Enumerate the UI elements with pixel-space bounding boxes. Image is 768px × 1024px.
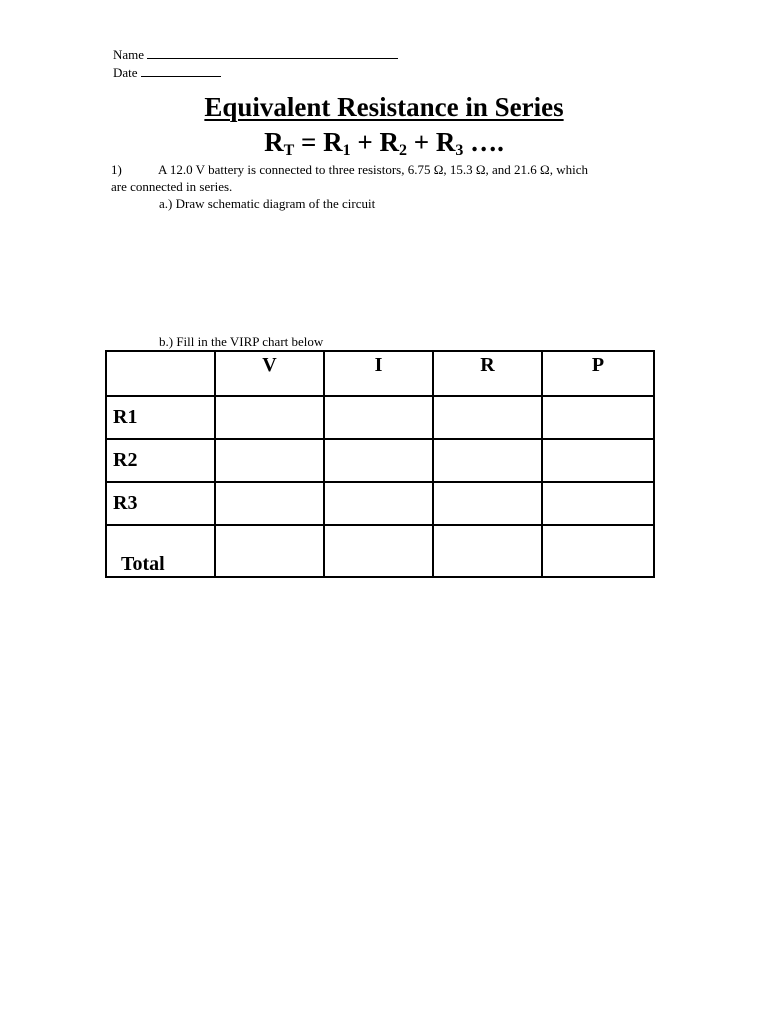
cell-total-p[interactable] — [542, 525, 654, 577]
question-1-line-1 — [111, 161, 588, 178]
row-label-r1: R1 — [106, 396, 215, 439]
cell-total-v[interactable] — [215, 525, 324, 577]
cell-total-r[interactable] — [433, 525, 542, 577]
table-header-row — [106, 351, 654, 396]
formula-plus-1: + — [350, 127, 380, 157]
virp-chart-table — [105, 350, 655, 578]
formula-sub-t: T — [283, 142, 295, 159]
name-field-row — [113, 46, 398, 63]
table-row-r1 — [106, 396, 654, 439]
title-text: Equivalent Resistance in Series — [204, 92, 564, 122]
row-label-r3: R3 — [106, 482, 215, 525]
date-field-row — [113, 64, 221, 81]
formula-sub-1: 1 — [342, 142, 351, 159]
cell-r1-r[interactable] — [433, 396, 542, 439]
cell-r1-i[interactable] — [324, 396, 433, 439]
date-blank-line[interactable] — [141, 64, 221, 77]
formula-sub-3: 3 — [455, 142, 464, 159]
formula-ellipsis: …. — [463, 127, 504, 157]
header-cell-r: R — [433, 351, 542, 396]
cell-total-i[interactable] — [324, 525, 433, 577]
cell-r2-r[interactable] — [433, 439, 542, 482]
table-row-r2 — [106, 439, 654, 482]
cell-r3-v[interactable] — [215, 482, 324, 525]
table-row-total — [106, 525, 654, 577]
date-label: Date — [113, 65, 138, 80]
cell-r1-v[interactable] — [215, 396, 324, 439]
cell-r3-r[interactable] — [433, 482, 542, 525]
row-label-r2: R2 — [106, 439, 215, 482]
formula-equals: = — [294, 127, 324, 157]
question-text-1: A 12.0 V battery is connected to three resistors, 6.75 Ω, 15.3 Ω, and 21.6 Ω, which — [158, 162, 588, 177]
worksheet-title — [0, 91, 768, 123]
header-cell-blank — [106, 351, 215, 396]
cell-r2-p[interactable] — [542, 439, 654, 482]
formula-sub-2: 2 — [399, 142, 408, 159]
cell-r3-i[interactable] — [324, 482, 433, 525]
row-label-total: Total — [106, 525, 215, 577]
cell-r2-v[interactable] — [215, 439, 324, 482]
formula-r1: R — [323, 127, 343, 157]
formula-plus-2: + — [407, 127, 436, 157]
name-label: Name — [113, 47, 145, 62]
formula-r-total: R — [264, 127, 284, 157]
header-cell-v: V — [215, 351, 324, 396]
name-blank-line[interactable] — [147, 46, 398, 59]
series-resistance-formula — [0, 126, 768, 158]
question-1-line-2: are connected in series. — [111, 179, 233, 194]
cell-r1-p[interactable] — [542, 396, 654, 439]
formula-r2: R — [379, 127, 400, 157]
formula-r3: R — [435, 127, 456, 157]
header-cell-i: I — [324, 351, 433, 396]
header-cell-p: P — [542, 351, 654, 396]
question-number: 1) — [111, 162, 122, 177]
question-part-b: b.) Fill in the VIRP chart below — [159, 334, 324, 349]
table-row-r3 — [106, 482, 654, 525]
cell-r2-i[interactable] — [324, 439, 433, 482]
cell-r3-p[interactable] — [542, 482, 654, 525]
question-part-a: a.) Draw schematic diagram of the circuit — [159, 196, 376, 211]
